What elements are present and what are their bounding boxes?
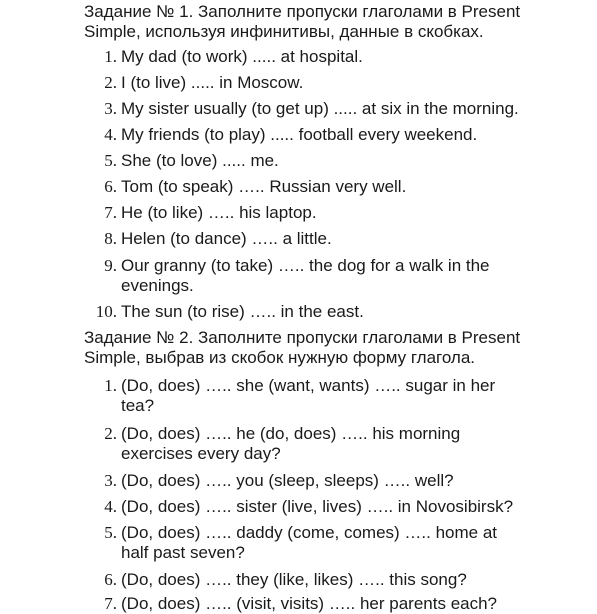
task2-heading-line: Simple, выбрав из скобок нужную форму глагола. [84, 348, 476, 367]
item-text-continued: exercises every day? [121, 444, 281, 463]
task1-item [104, 73, 591, 93]
item-text: (Do, does) ….. daddy (come, comes) ….. home at [121, 523, 498, 542]
item-text: The sun (to rise) ….. in the east. [121, 302, 364, 321]
item-number: 6. [104, 177, 117, 196]
item-number: 1. [104, 47, 117, 66]
item-text: I (to live) ..... in Moscow. [121, 73, 304, 92]
item-text: Tom (to speak) ….. Russian very well. [121, 177, 407, 196]
item-text: (Do, does) ….. you (sleep, sleeps) ….. well? [121, 471, 454, 490]
item-number: 3. [104, 99, 117, 118]
item-number: 3. [104, 471, 117, 490]
item-text-continued: half past seven? [121, 543, 245, 562]
item-text: (Do, does) ….. (visit, visits) ….. her parents each? [121, 594, 498, 613]
task2-item [104, 376, 591, 416]
item-text: He (to like) ….. his laptop. [121, 203, 317, 222]
item-number: 8. [104, 229, 117, 248]
item-text: (Do, does) ….. sister (live, lives) ….. in Novosibirsk? [121, 497, 514, 516]
task2-item [104, 424, 591, 464]
item-text: My sister usually (to get up) ..... at six in the morning. [121, 99, 519, 118]
item-text: She (to love) ..... me. [121, 151, 279, 170]
task1-heading-line: Simple, используя инфинитивы, данные в скобках. [84, 22, 484, 41]
task2-heading-line: Задание № 2. Заполните пропуски глаголами в Present [84, 328, 521, 347]
task1-item [104, 256, 591, 296]
item-text: (Do, does) ….. he (do, does) ….. his morning [121, 424, 461, 443]
item-number: 5. [104, 151, 117, 170]
item-number: 10. [95, 302, 117, 321]
item-text-continued: tea? [121, 396, 155, 415]
item-text-continued: evenings. [121, 276, 194, 295]
task1-item [104, 47, 591, 67]
task1-item [104, 151, 591, 171]
item-text: (Do, does) ….. they (like, likes) ….. this song? [121, 570, 467, 589]
item-number: 4. [104, 125, 117, 144]
item-number: 2. [104, 73, 117, 92]
item-number: 4. [104, 497, 117, 516]
task1-item [104, 125, 591, 145]
item-number: 7. [104, 203, 117, 222]
item-number: 9. [104, 256, 117, 275]
task2-heading [84, 328, 584, 368]
item-number: 5. [104, 523, 117, 542]
item-text: Helen (to dance) ….. a little. [121, 229, 332, 248]
item-text: My friends (to play) ..... football every weekend. [121, 125, 478, 144]
task2-item [104, 594, 591, 614]
task1-heading-line: Задание № 1. Заполните пропуски глаголами в Present [84, 2, 521, 21]
item-text: (Do, does) ….. she (want, wants) ….. sugar in her [121, 376, 496, 395]
task1-item [104, 203, 591, 223]
task2-item [104, 471, 591, 491]
item-number: 7. [104, 594, 117, 613]
item-number: 2. [104, 424, 117, 443]
task1-item [104, 229, 591, 249]
task1-item [95, 302, 591, 322]
item-text: Our granny (to take) ….. the dog for a walk in the [121, 256, 490, 275]
task1-heading [84, 2, 584, 42]
task1-item [104, 99, 591, 119]
task2-item [104, 570, 591, 590]
task2-item [104, 523, 591, 563]
task2-item [104, 497, 591, 517]
item-number: 1. [104, 376, 117, 395]
item-number: 6. [104, 570, 117, 589]
item-text: My dad (to work) ..... at hospital. [121, 47, 363, 66]
task1-item [104, 177, 591, 197]
